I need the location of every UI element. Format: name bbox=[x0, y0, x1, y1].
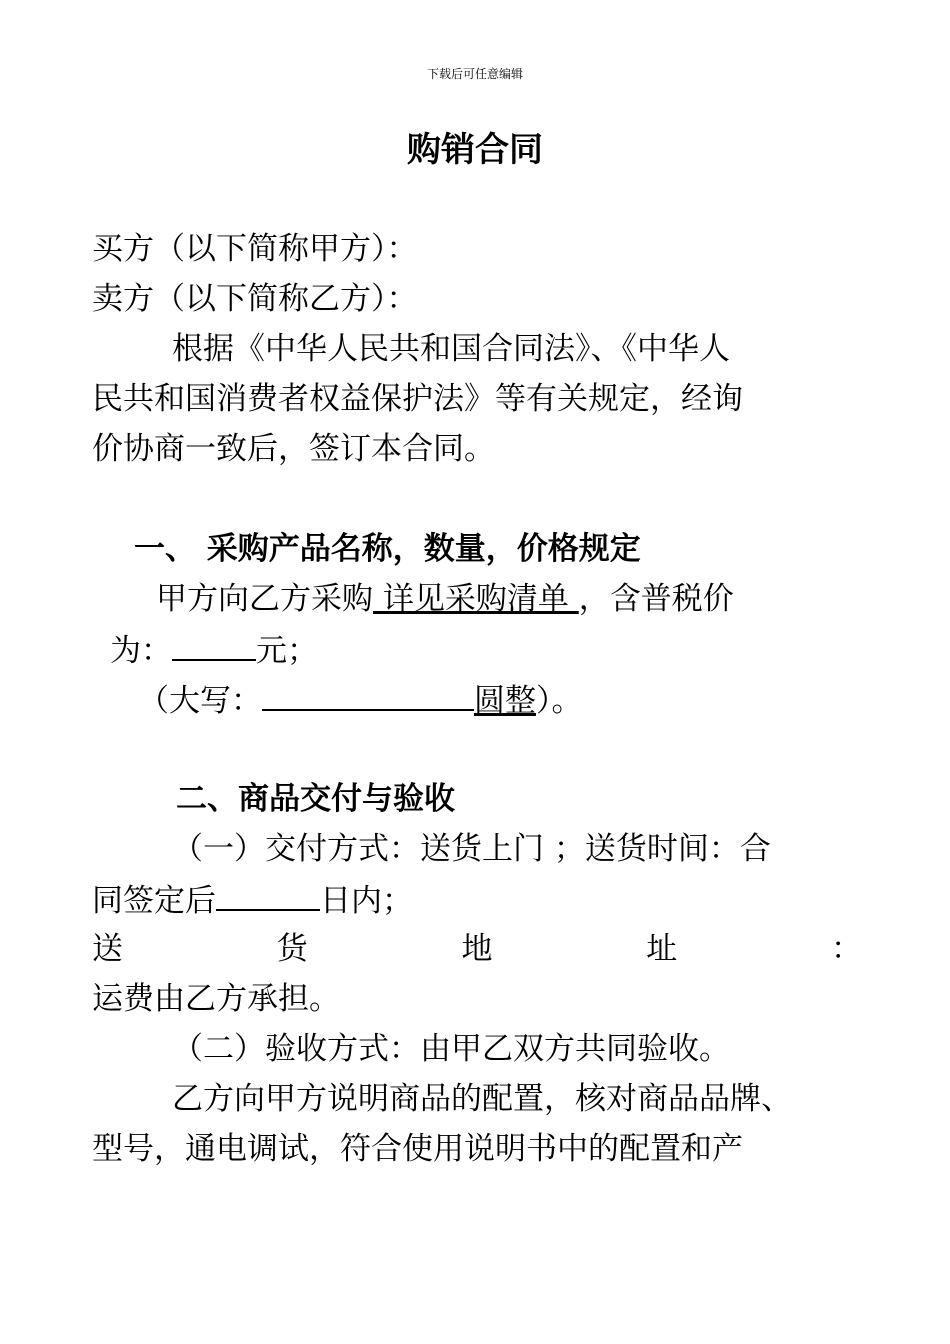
acceptance-line: （二）验收方式：由甲乙双方共同验收。 bbox=[172, 1031, 730, 1067]
section1-heading: 一、 采购产品名称，数量，价格规定 bbox=[134, 531, 641, 567]
explain-line-1: 乙方向甲方说明商品的配置，核对商品品牌、 bbox=[172, 1081, 792, 1117]
capital-unit: 圆整 bbox=[474, 683, 536, 719]
price-prefix: 为： bbox=[110, 633, 172, 669]
purchase-prefix: 甲方向乙方采购 bbox=[156, 581, 373, 617]
buyer-label: 买方（以下简称甲方）： bbox=[92, 231, 418, 267]
address-char-1: 送 bbox=[92, 931, 123, 967]
delivery-line-2 bbox=[92, 875, 862, 925]
address-char-4: 址 bbox=[646, 931, 678, 967]
capital-prefix: （大写： bbox=[138, 683, 262, 719]
address-char-5: ： bbox=[831, 931, 862, 967]
address-line bbox=[92, 925, 862, 973]
purchase-suffix: ，含普税价 bbox=[578, 581, 734, 617]
price-line bbox=[110, 625, 880, 675]
document-title: 购销合同 bbox=[407, 130, 543, 170]
address-char-3: 地 bbox=[461, 931, 493, 967]
delivery-line-1: （一）交付方式：送货上门 ；送货时间：合 bbox=[172, 831, 771, 867]
address-char-2: 货 bbox=[276, 931, 308, 967]
seller-label: 卖方（以下简称乙方）： bbox=[92, 281, 418, 317]
purchase-line bbox=[156, 575, 926, 623]
intro-line-1: 根据《中华人民共和国合同法》、《中华人 bbox=[172, 331, 730, 367]
freight-line: 运费由乙方承担。 bbox=[92, 981, 340, 1017]
purchase-item: 详见采购清单 bbox=[373, 581, 579, 617]
capital-line bbox=[138, 675, 908, 725]
explain-line-2: 型号，通电调试，符合使用说明书中的配置和产 bbox=[92, 1131, 743, 1167]
capital-suffix: ）。 bbox=[536, 683, 583, 719]
price-suffix: 元； bbox=[256, 633, 318, 669]
header-note: 下载后可任意编辑 bbox=[426, 67, 523, 81]
capital-blank[interactable] bbox=[262, 675, 474, 711]
price-blank[interactable] bbox=[172, 625, 256, 661]
delivery-prefix: 同签定后 bbox=[92, 883, 216, 919]
intro-line-2: 民共和国消费者权益保护法》等有关规定，经询 bbox=[92, 381, 743, 417]
delivery-days-blank[interactable] bbox=[216, 875, 320, 911]
section2-heading: 二、商品交付与验收 bbox=[176, 781, 455, 817]
delivery-suffix: 日内； bbox=[320, 883, 413, 919]
intro-line-3: 价协商一致后，签订本合同。 bbox=[92, 431, 495, 467]
